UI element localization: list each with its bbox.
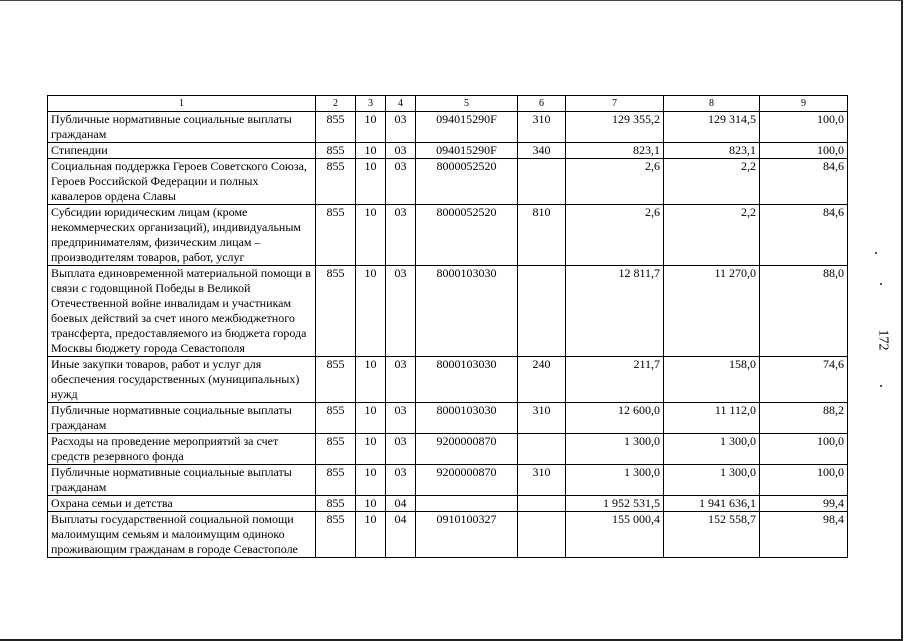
table-row (48, 434, 848, 465)
expense-name: Расходы на проведение мероприятий за счет средств резервного фонда (48, 434, 316, 465)
execution-percent: 98,4 (760, 512, 848, 558)
section-code: 10 (356, 512, 386, 558)
ministry-code: 855 (316, 403, 356, 434)
target-item-code: 8000052520 (416, 159, 518, 205)
target-item-code: 0910100327 (416, 512, 518, 558)
scan-speck (875, 252, 877, 254)
planned-amount: 211,7 (566, 357, 664, 403)
planned-amount: 12 600,0 (566, 403, 664, 434)
execution-percent: 100,0 (760, 465, 848, 496)
subsection-code: 03 (386, 266, 416, 357)
subsection-code: 03 (386, 112, 416, 143)
table-row (48, 266, 848, 357)
column-header: 9 (760, 96, 848, 112)
executed-amount: 152 558,7 (664, 512, 760, 558)
expense-name: Социальная поддержка Героев Советского Союза, Героев Российской Федерации и полных кавалеров ордена Славы (48, 159, 316, 205)
header-row (48, 96, 848, 112)
page-number: 172 (875, 329, 891, 351)
table-row (48, 143, 848, 159)
planned-amount: 155 000,4 (566, 512, 664, 558)
target-item-code: 8000103030 (416, 357, 518, 403)
column-header: 2 (316, 96, 356, 112)
execution-percent: 88,2 (760, 403, 848, 434)
ministry-code: 855 (316, 496, 356, 512)
section-code: 10 (356, 403, 386, 434)
subsection-code: 04 (386, 512, 416, 558)
executed-amount: 1 300,0 (664, 465, 760, 496)
budget-table (47, 95, 848, 558)
expense-name: Выплаты государственной социальной помощи малоимущим семьям и малоимущим одиноко проживающим гражданам в городе Севастополе (48, 512, 316, 558)
section-code: 10 (356, 357, 386, 403)
expense-type-code (518, 496, 566, 512)
section-code: 10 (356, 266, 386, 357)
column-header: 7 (566, 96, 664, 112)
subsection-code: 04 (386, 496, 416, 512)
expense-type-code: 240 (518, 357, 566, 403)
column-header: 3 (356, 96, 386, 112)
target-item-code: 9200000870 (416, 434, 518, 465)
execution-percent: 100,0 (760, 112, 848, 143)
column-header: 4 (386, 96, 416, 112)
execution-percent: 99,4 (760, 496, 848, 512)
column-header: 5 (416, 96, 518, 112)
expense-name: Публичные нормативные социальные выплаты гражданам (48, 403, 316, 434)
scan-speck (880, 385, 882, 387)
ministry-code: 855 (316, 205, 356, 266)
section-code: 10 (356, 205, 386, 266)
scan-speck (880, 283, 882, 285)
target-item-code: 094015290F (416, 112, 518, 143)
expense-type-code: 310 (518, 403, 566, 434)
executed-amount: 1 300,0 (664, 434, 760, 465)
executed-amount: 2,2 (664, 159, 760, 205)
expense-name: Публичные нормативные социальные выплаты гражданам (48, 112, 316, 143)
table-row (48, 159, 848, 205)
expense-name: Иные закупки товаров, работ и услуг для обеспечения государственных (муниципальных) нужд (48, 357, 316, 403)
expense-type-code (518, 434, 566, 465)
table-row (48, 512, 848, 558)
target-item-code: 8000103030 (416, 266, 518, 357)
expense-name: Охрана семьи и детства (48, 496, 316, 512)
executed-amount: 823,1 (664, 143, 760, 159)
execution-percent: 100,0 (760, 434, 848, 465)
planned-amount: 129 355,2 (566, 112, 664, 143)
expense-type-code (518, 512, 566, 558)
subsection-code: 03 (386, 357, 416, 403)
expense-type-code (518, 159, 566, 205)
ministry-code: 855 (316, 143, 356, 159)
target-item-code: 094015290F (416, 143, 518, 159)
executed-amount: 129 314,5 (664, 112, 760, 143)
subsection-code: 03 (386, 143, 416, 159)
table-row (48, 403, 848, 434)
column-header: 8 (664, 96, 760, 112)
execution-percent: 84,6 (760, 159, 848, 205)
section-code: 10 (356, 496, 386, 512)
section-code: 10 (356, 143, 386, 159)
column-header: 6 (518, 96, 566, 112)
expense-type-code: 340 (518, 143, 566, 159)
planned-amount: 1 952 531,5 (566, 496, 664, 512)
subsection-code: 03 (386, 465, 416, 496)
planned-amount: 823,1 (566, 143, 664, 159)
expense-name: Выплата единовременной материальной помощи в связи с годовщиной Победы в Великой Отечественной войне инвалидам и участникам боевых действий за счет иного межбюджетного трансферта, предоставляемого из бюджета города Москвы бюджету города Севастополя (48, 266, 316, 357)
execution-percent: 88,0 (760, 266, 848, 357)
expense-type-code: 310 (518, 465, 566, 496)
target-item-code: 8000052520 (416, 205, 518, 266)
executed-amount: 2,2 (664, 205, 760, 266)
ministry-code: 855 (316, 465, 356, 496)
ministry-code: 855 (316, 159, 356, 205)
execution-percent: 84,6 (760, 205, 848, 266)
executed-amount: 11 270,0 (664, 266, 760, 357)
target-item-code (416, 496, 518, 512)
planned-amount: 12 811,7 (566, 266, 664, 357)
subsection-code: 03 (386, 159, 416, 205)
target-item-code: 9200000870 (416, 465, 518, 496)
execution-percent: 100,0 (760, 143, 848, 159)
subsection-code: 03 (386, 434, 416, 465)
section-code: 10 (356, 159, 386, 205)
ministry-code: 855 (316, 357, 356, 403)
planned-amount: 1 300,0 (566, 434, 664, 465)
expense-type-code: 310 (518, 112, 566, 143)
planned-amount: 2,6 (566, 205, 664, 266)
section-code: 10 (356, 465, 386, 496)
target-item-code: 8000103030 (416, 403, 518, 434)
ministry-code: 855 (316, 112, 356, 143)
executed-amount: 11 112,0 (664, 403, 760, 434)
ministry-code: 855 (316, 434, 356, 465)
table-row (48, 205, 848, 266)
expense-type-code (518, 266, 566, 357)
executed-amount: 1 941 636,1 (664, 496, 760, 512)
table-row (48, 465, 848, 496)
table-row (48, 357, 848, 403)
table-row (48, 112, 848, 143)
expense-name: Публичные нормативные социальные выплаты гражданам (48, 465, 316, 496)
expense-name: Субсидии юридическим лицам (кроме некоммерческих организаций), индивидуальным предпринимателям, физическим лицам – производителям товаров, работ, услуг (48, 205, 316, 266)
execution-percent: 74,6 (760, 357, 848, 403)
section-code: 10 (356, 112, 386, 143)
expense-name: Стипендии (48, 143, 316, 159)
planned-amount: 2,6 (566, 159, 664, 205)
section-code: 10 (356, 434, 386, 465)
subsection-code: 03 (386, 205, 416, 266)
table-row (48, 496, 848, 512)
expense-type-code: 810 (518, 205, 566, 266)
subsection-code: 03 (386, 403, 416, 434)
executed-amount: 158,0 (664, 357, 760, 403)
ministry-code: 855 (316, 266, 356, 357)
planned-amount: 1 300,0 (566, 465, 664, 496)
column-header: 1 (48, 96, 316, 112)
ministry-code: 855 (316, 512, 356, 558)
